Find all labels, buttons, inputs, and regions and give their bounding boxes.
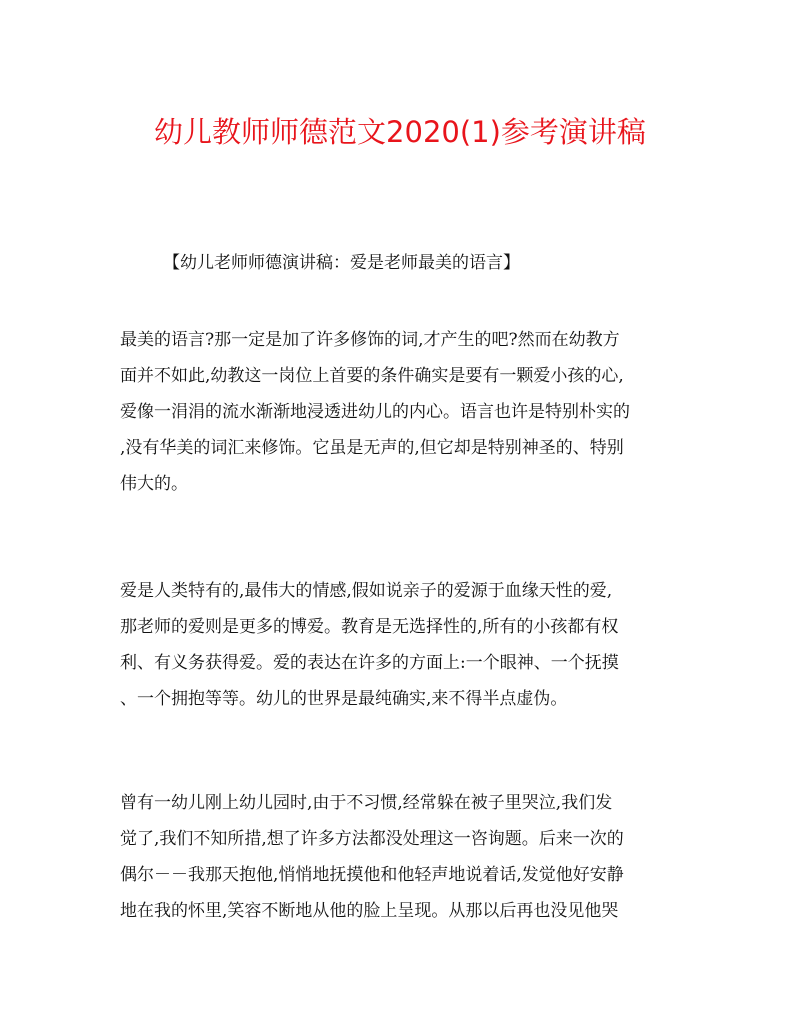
paragraph-line: 曾有一幼儿刚上幼儿园时,由于不习惯,经常躲在被子里哭泣,我们发 bbox=[120, 793, 613, 813]
document-title: 幼儿教师师德范文2020(1)参考演讲稿 bbox=[154, 115, 646, 149]
paragraph-line: 偶尔－－我那天抱他,悄悄地抚摸他和他轻声地说着话,发觉他好安静 bbox=[120, 865, 624, 885]
paragraph-line: 、一个拥抱等等。幼儿的世界是最纯确实,来不得半点虚伪。 bbox=[120, 689, 568, 709]
paragraph-line: 面并不如此,幼教这一岗位上首要的条件确实是要有一颗爱小孩的心, bbox=[120, 366, 624, 386]
paragraph-line: ,没有华美的词汇来修饰。它虽是无声的,但它却是特别神圣的、特别 bbox=[120, 438, 624, 458]
paragraph-3 bbox=[120, 785, 680, 929]
paragraph-line: 爱是人类特有的,最伟大的情感,假如说亲子的爱源于血缘天性的爱, bbox=[120, 581, 613, 601]
paragraph-line: 觉了,我们不知所措,想了许多方法都没处理这一咨询题。后来一次的 bbox=[120, 829, 624, 849]
paragraph-line: 最美的语言?那一定是加了许多修饰的词,才产生的吧?然而在幼教方 bbox=[120, 330, 620, 350]
paragraph-line: 地在我的怀里,笑容不断地从他的脸上呈现。从那以后再也没见他哭 bbox=[120, 901, 619, 921]
paragraph-line: 伟大的。 bbox=[120, 474, 188, 494]
paragraph-1 bbox=[120, 322, 680, 502]
paragraph-2 bbox=[120, 573, 680, 717]
paragraph-line: 那老师的爱则是更多的博爱。教育是无选择性的,所有的小孩都有权 bbox=[120, 617, 619, 637]
speech-subtitle: 【幼儿老师师德演讲稿：爱是老师最美的语言】 bbox=[163, 253, 520, 273]
paragraph-line: 利、有义务获得爱。爱的表达在许多的方面上:一个眼神、一个抚摸 bbox=[120, 653, 619, 673]
paragraph-line: 爱像一涓涓的流水渐渐地浸透进幼儿的内心。语言也许是特别朴实的 bbox=[120, 402, 630, 422]
